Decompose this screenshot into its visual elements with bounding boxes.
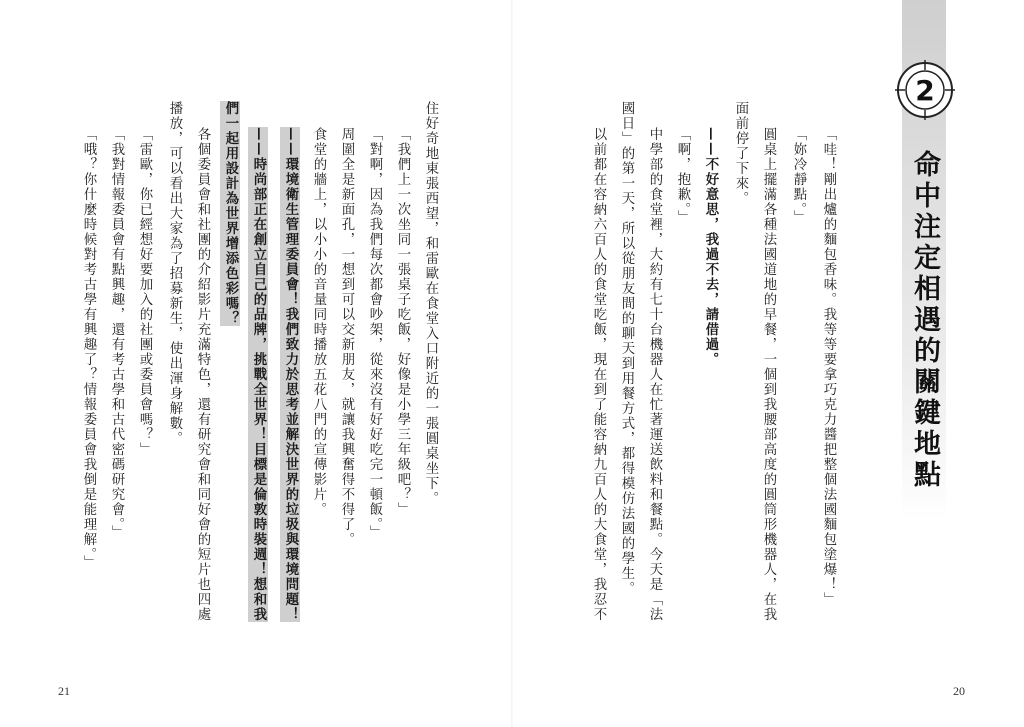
text-line: 「哦？你什麼時候對考古學有興趣了？情報委員會我倒是能理解。」 (81, 127, 96, 571)
announcement-line-highlighted: ——環境衛生管理委員會！我們致力於思考並解決世界的垃圾與環境問題！ (280, 127, 300, 622)
text-line: 播放，可以看出大家為了招募新生，使出渾身解數。 (167, 101, 182, 446)
robot-speech-line: ——不好意思，我過不去，請借過。 (703, 127, 718, 367)
announcement-line-highlighted: ——時尚部正在創立自己的品牌，挑戰全世界！目標是倫敦時裝週！想和我 (248, 127, 268, 622)
announcement-line-highlighted: 們一起用設計為世界增添色彩嗎？ (220, 101, 240, 326)
text-line: 「妳冷靜點。」 (791, 127, 806, 226)
text-line: 「我對情報委員會有點興趣，還有考古學和古代密碼研究會。」 (109, 127, 124, 541)
text-line: 以前都在容納六百人的食堂吃飯，現在到了能容納九百人的大食堂，我忍不 (591, 127, 606, 622)
page-number-right: 20 (953, 684, 965, 698)
text-line: 「啊，抱歉。」 (675, 127, 690, 226)
chapter-target-icon (895, 60, 955, 120)
page-number-left: 21 (58, 684, 70, 698)
text-line: 「我們上一次坐同一張桌子吃飯，好像是小學三年級吧？」 (395, 127, 410, 517)
text-line: 住好奇地東張西望，和雷歐在食堂入口附近的一張圓桌坐下。 (423, 101, 438, 506)
text-line: 國日」的第一天，所以從朋友間的聊天到用餐方式，都得模仿法國的學生。 (619, 101, 634, 596)
page-gutter (511, 0, 513, 727)
text-line: 「哇！剛出爐的麵包香味。我等等要拿巧克力醬把整個法國麵包塗爆！」 (821, 127, 836, 607)
text-line: 周圍全是新面孔，一想到可以交新朋友，就讓我興奮得不得了。 (339, 127, 354, 547)
chapter-title: 命中注定相遇的關鍵地點 (909, 150, 940, 491)
text-line: 「對啊，因為我們每次都會吵架，從來沒有好好吃完一頓飯。」 (367, 127, 382, 541)
text-line: 各個委員會和社團的介紹影片充滿特色，還有研究會和同好會的短片也四處 (195, 127, 210, 622)
text-line: 中學部的食堂裡，大約有七十台機器人在忙著運送飲料和餐點。今天是「法 (647, 127, 662, 622)
text-line: 食堂的牆上，以小小的音量同時播放五花八門的宣傳影片。 (311, 127, 326, 517)
text-line: 「雷歐，你已經想好要加入的社團或委員會嗎？」 (137, 127, 152, 457)
text-line: 圓桌上擺滿各種法國道地的早餐，一個到我腰部高度的圓筒形機器人，在我 (761, 127, 776, 622)
text-line: 面前停了下來。 (733, 101, 748, 206)
chapter-number: 2 (915, 74, 935, 107)
